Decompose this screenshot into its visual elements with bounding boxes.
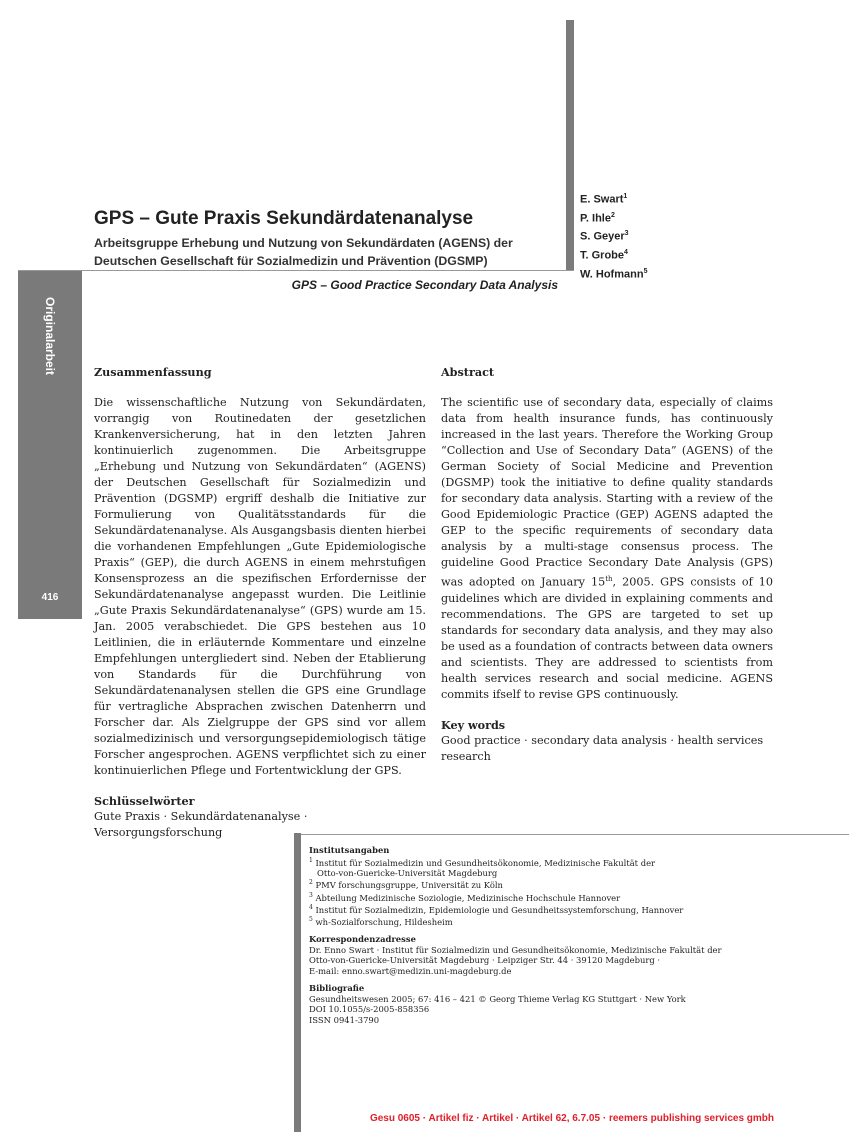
bibliography-line: Gesundheitswesen 2005; 67: 416 – 421 © Georg Thieme Verlag KG Stuttgart · New York xyxy=(309,993,686,1004)
section-label: Originalarbeit xyxy=(43,296,57,376)
keywords-heading: Key words xyxy=(441,717,506,732)
author: S. Geyer$^3$ xyxy=(580,230,629,243)
article-info xyxy=(309,845,839,1032)
german-summary xyxy=(94,364,426,841)
page-subtitle xyxy=(94,234,513,270)
keywords: Good practice · secondary data analysis · health services research xyxy=(441,733,764,763)
author-list xyxy=(580,189,647,282)
subtitle-line: Arbeitsgruppe Erhebung und Nutzung von Sekundärdaten (AGENS) der xyxy=(94,236,513,250)
doi: DOI 10.1055/s-2005-858356 xyxy=(309,1004,430,1015)
bibliography-block xyxy=(309,983,839,1025)
institutions-heading: Institutsangaben xyxy=(309,845,390,855)
institution: $^5$ wh-Sozialforschung, Hildesheim xyxy=(309,916,453,927)
info-box-divider xyxy=(301,834,849,835)
author: E. Swart$^1$ xyxy=(580,193,628,206)
institution: $^3$ Abteilung Medizinische Soziologie, Medizinische Hochschule Hannover xyxy=(309,891,621,903)
author: P. Ihle$^2$ xyxy=(580,211,615,225)
header-divider xyxy=(18,270,574,271)
institution-continued: Otto-von-Guericke-Universität Magdeburg xyxy=(317,867,498,878)
correspondence-line: Otto-von-Guericke-Universität Magdeburg · Leipziger Str. 44 · 39120 Magdeburg · xyxy=(309,955,661,966)
keywords-heading: Schlüsselwörter xyxy=(94,794,195,808)
institution: $^2$ PMV forschungsgruppe, Universität zu Köln xyxy=(309,879,503,891)
publisher-footer: Gesu 0605 · Artikel fiz · Artikel · Artikel 62, 6.7.05 · reemers publishing services gmbh xyxy=(369,1113,774,1124)
summary-body: Die wissenschaftliche Nutzung von Sekundärdaten, vorrangig von Routinedaten der gesetzlichen Krankenversicherung, hat in den letzten Jahren kontinuierlich zugenommen. Die Arbeitsgruppe „Erhebung und Nutzung von Sekundärdaten“ (AGENS) der Deutschen Gesellschaft für Sozialmedizin und Prävention (DGSMP) ergriff deshalb die Initiative zur Formulierung von Qualitätsstandards für die Sekundärdatenanalyse. Als Ausgangsbasis dienten hierbei die vorhandenen Empfehlungen „Gute Epidemiologische Praxis“ (GEP), die durch AGENS in einem mehrstufigen Konsensprozess an die spezifischen Erfordernisse der Sekundärdatenanalyse angepasst wurden. Die Leitlinie „Gute Praxis Sekundärdatenanalyse“ (GPS) wurde am 15. Jan. 2005 verabschiedet. Die GPS bestehen aus 10 Leitlinien, die in erläuternde Kommentare und einzelne Empfehlungen untergliedert sind. Neben der Etablierung von Standards für die Durchführung von Sekundärdatenanalysen stellen die GPS eine Grundlage für vertragliche Absprachen zwischen Datenherrn und Forscher dar. Als Zielgruppe der GPS sind vor allem sozialmedizinisch und versorgungsepidemiologisch tätige Forscher angesprochen. AGENS verpflichtet sich zu einer kontinuierlichen Pflege und Fortentwicklung der GPS. xyxy=(94,396,426,777)
page-number: 416 xyxy=(41,592,59,603)
issn: ISSN 0941-3790 xyxy=(309,1014,380,1025)
correspondence-email: E-mail: enno.swart@medizin.uni-magdeburg.de xyxy=(309,965,512,976)
institutions-block xyxy=(309,845,839,927)
correspondence-block xyxy=(309,934,839,976)
institution: $^4$ Institut für Sozialmedizin, Epidemiologie und Gesundheitssystemforschung, Hannover xyxy=(309,903,684,915)
summary-heading: Zusammenfassung xyxy=(94,365,212,379)
author: W. Hofmann$^5$ xyxy=(580,267,648,281)
correspondence-line: Dr. Enno Swart · Institut für Sozialmedizin und Gesundheitsökonomie, Medizinische Fakultät der xyxy=(309,944,722,955)
keywords: Gute Praxis · Sekundärdatenanalyse · Versorgungsforschung xyxy=(94,810,308,839)
bibliography-heading: Bibliografie xyxy=(309,983,365,994)
author: T. Grobe$^4$ xyxy=(580,248,628,262)
info-box-bar xyxy=(294,833,301,1132)
page-title: GPS – Gute Praxis Sekundärdatenanalyse xyxy=(94,208,474,229)
english-title: GPS – Good Practice Secondary Data Analysis xyxy=(291,278,558,292)
correspondence-heading: Korrespondenzadresse xyxy=(309,934,416,945)
institution: $^1$ Institut für Sozialmedizin und Gesundheitsökonomie, Medizinische Fakultät der xyxy=(309,856,656,868)
subtitle-line: Deutschen Gesellschaft für Sozialmedizin und Prävention (DGSMP) xyxy=(94,254,488,268)
english-abstract xyxy=(441,364,773,765)
top-vertical-bar xyxy=(566,20,574,270)
abstract-body: The scientific use of secondary data, especially of claims data from health insurance funds, has continuously increased in the last years. Therefore the Working Group “Collection and Use of Secondary Data” (AGENS) of the German Society of Social Medicine and Prevention (DGSMP) took the initiative to define quality standards for secondary data analysis. Starting with a review of the Good Epidemiologic Practice (GEP) AGENS adapted the GEP to the specific requirements of secondary data analysis by a multi-stage consensus process. The guideline Good Practice Secondary Date Analysis (GPS) was adopted on January 15th, 2005. GPS consists of 10 guidelines which are divided in explaining comments and recommendations. The GPS are targeted to set up standards for secondary data analysis, and they may also be used as a foundation of contracts between data owners and scientists. They are addressed to scientists from health services research and social medicine. AGENS commits ifself to revise GPS continuously. xyxy=(441,396,773,701)
abstract-heading: Abstract xyxy=(441,365,495,379)
